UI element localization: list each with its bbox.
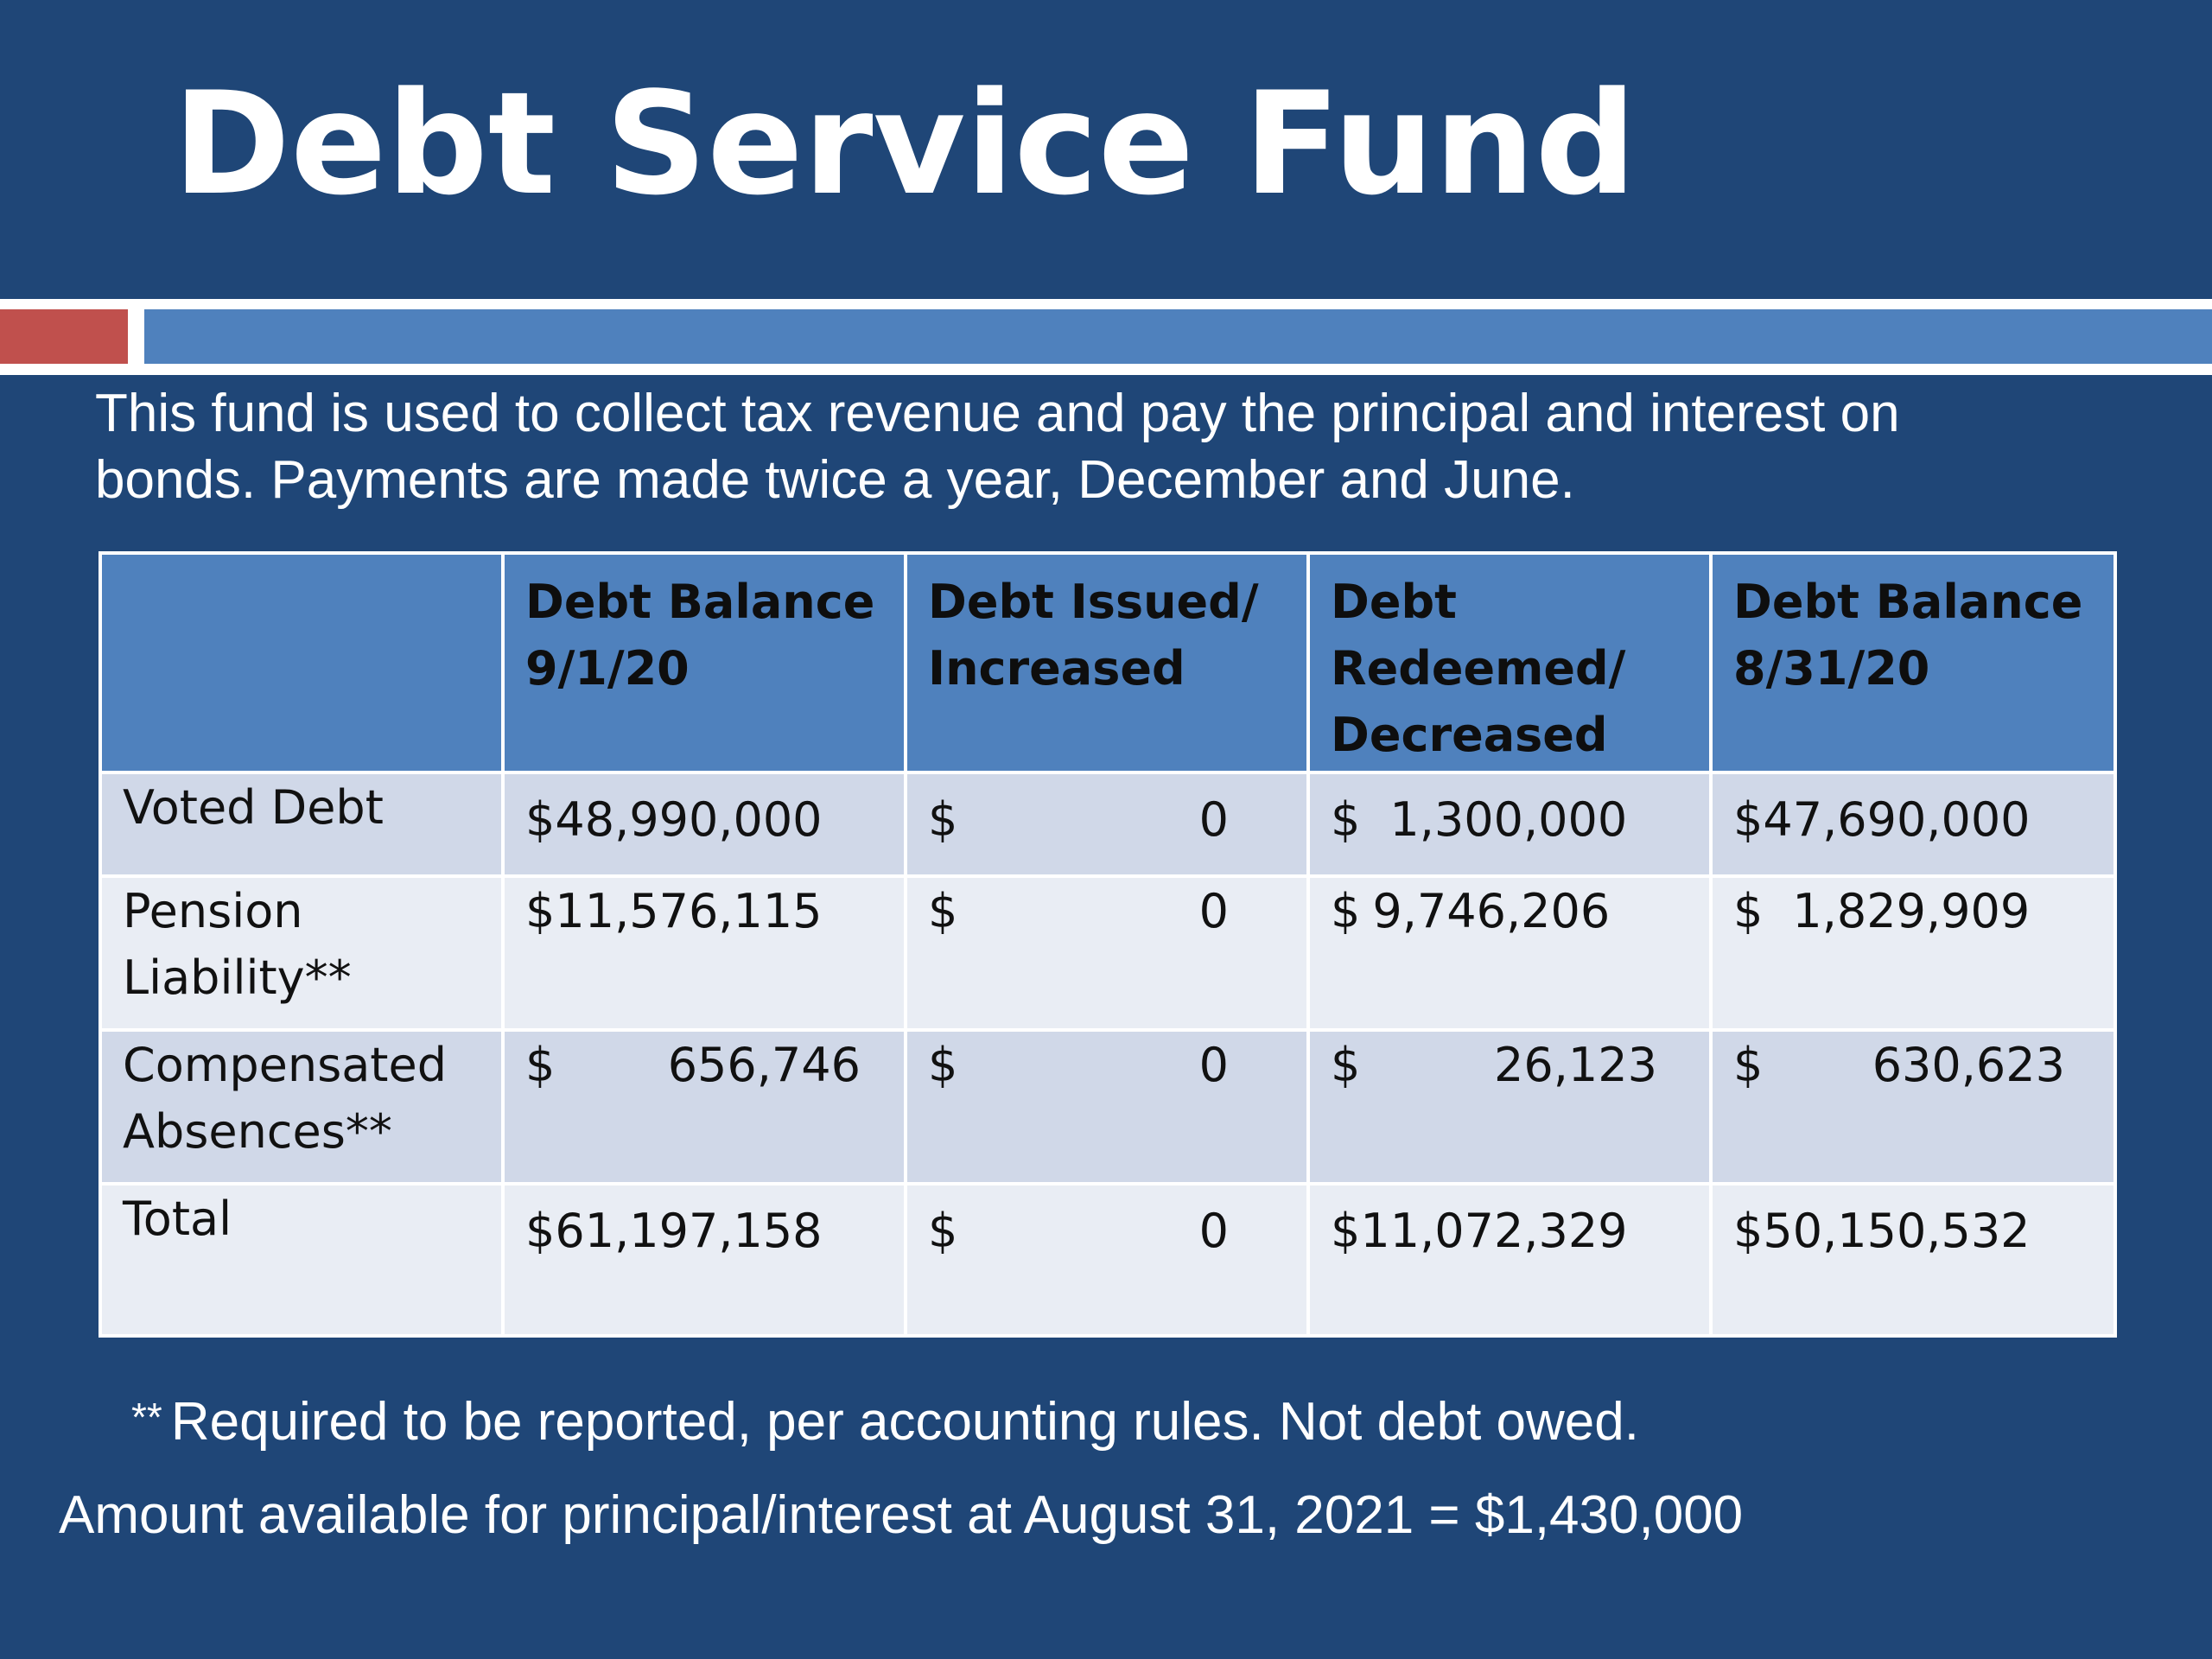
cell-balance-start (503, 1184, 906, 1336)
cell-value: 9,746,206 (1372, 884, 1611, 938)
cell-value: $50,150,532 (1733, 1204, 2031, 1258)
cell-balance-end (1711, 876, 2115, 1030)
row-label-text: Compensated (123, 1038, 447, 1092)
header-debt-redeemed (1308, 553, 1711, 772)
cell-balance-end (1711, 772, 2115, 876)
intro-line-1: This fund is used to collect tax revenue and pay the principal and interest on (95, 384, 1900, 443)
cell-value: 0 (1198, 792, 1229, 847)
header-line: Increased (928, 641, 1185, 696)
cell-redeemed (1308, 772, 1711, 876)
accent-bar-red (0, 309, 128, 364)
cell-issued (906, 1184, 1308, 1336)
currency-sign: $ (525, 1038, 556, 1092)
cell-value: 0 (1198, 1038, 1229, 1092)
row-label-text: Pension (123, 884, 303, 938)
currency-sign: $ (928, 1204, 958, 1258)
row-label-text: Total (123, 1192, 232, 1246)
row-label-text: Absences** (123, 1104, 392, 1159)
cell-redeemed (1308, 1030, 1711, 1184)
slide-title: Debt Service Fund (173, 61, 1637, 226)
header-debt-balance-start (503, 553, 906, 772)
header-line: 9/1/20 (525, 641, 690, 696)
cell-value: 0 (1198, 1204, 1229, 1258)
header-debt-issued (906, 553, 1308, 772)
cell-issued (906, 876, 1308, 1030)
debt-table (99, 551, 2117, 1338)
cell-value: 1,829,909 (1792, 884, 2031, 938)
row-label (100, 1184, 503, 1336)
cell-value: $11,072,329 (1331, 1204, 1628, 1258)
row-label (100, 1030, 503, 1184)
cell-issued (906, 772, 1308, 876)
header-line: Debt Balance (525, 575, 875, 629)
footnote-text: Required to be reported, per accounting rules. Not debt owed. (170, 1392, 1639, 1452)
cell-balance-start (503, 1030, 906, 1184)
cell-value: $61,197,158 (525, 1204, 823, 1258)
table-row-voted-debt (100, 772, 2115, 876)
row-label-text: Liability** (123, 950, 352, 1005)
accent-bar-blue (144, 309, 2212, 364)
row-label (100, 876, 503, 1030)
cell-value: 630,623 (1872, 1038, 2065, 1092)
cell-issued (906, 1030, 1308, 1184)
table-header-row (100, 553, 2115, 772)
cell-balance-end (1711, 1030, 2115, 1184)
currency-sign: $ (1733, 1038, 1764, 1092)
header-debt-balance-end (1711, 553, 2115, 772)
currency-sign: $ (1733, 884, 1764, 938)
cell-value: $47,690,000 (1733, 792, 2031, 847)
currency-sign: $ (1331, 1038, 1361, 1092)
cell-value: $48,990,000 (525, 792, 823, 847)
cell-value: 26,123 (1494, 1038, 1657, 1092)
cell-balance-start (503, 772, 906, 876)
intro-line-2: bonds. Payments are made twice a year, December and June. (95, 450, 1575, 510)
footnote-marker: ** (131, 1395, 162, 1440)
cell-value: 656,746 (667, 1038, 861, 1092)
header-line: Debt Issued/ (928, 575, 1259, 629)
cell-redeemed (1308, 1184, 1711, 1336)
table-row-total (100, 1184, 2115, 1336)
header-line: Debt (1331, 575, 1457, 629)
header-empty (100, 553, 503, 772)
row-label-text: Voted Debt (123, 780, 384, 835)
header-line: Decreased (1331, 708, 1608, 762)
footnote (131, 1391, 1639, 1452)
cell-balance-start (503, 876, 906, 1030)
cell-value: 1,300,000 (1389, 792, 1628, 847)
cell-value: $11,576,115 (525, 884, 823, 938)
header-line: Debt Balance (1733, 575, 2083, 629)
cell-balance-end (1711, 1184, 2115, 1336)
currency-sign: $ (928, 792, 958, 847)
cell-redeemed (1308, 876, 1711, 1030)
header-line: Redeemed/ (1331, 641, 1626, 696)
table-row-pension-liability (100, 876, 2115, 1030)
amount-available-text: Amount available for principal/interest at August 31, 2021 = $1,430,000 (59, 1485, 1744, 1545)
header-line: 8/31/20 (1733, 641, 1930, 696)
intro-text (95, 380, 2082, 513)
currency-sign: $ (1331, 792, 1361, 847)
table-row-compensated-absences (100, 1030, 2115, 1184)
row-label (100, 772, 503, 876)
cell-value: 0 (1198, 884, 1229, 938)
currency-sign: $ (928, 884, 958, 938)
currency-sign: $ (1331, 884, 1361, 938)
currency-sign: $ (928, 1038, 958, 1092)
